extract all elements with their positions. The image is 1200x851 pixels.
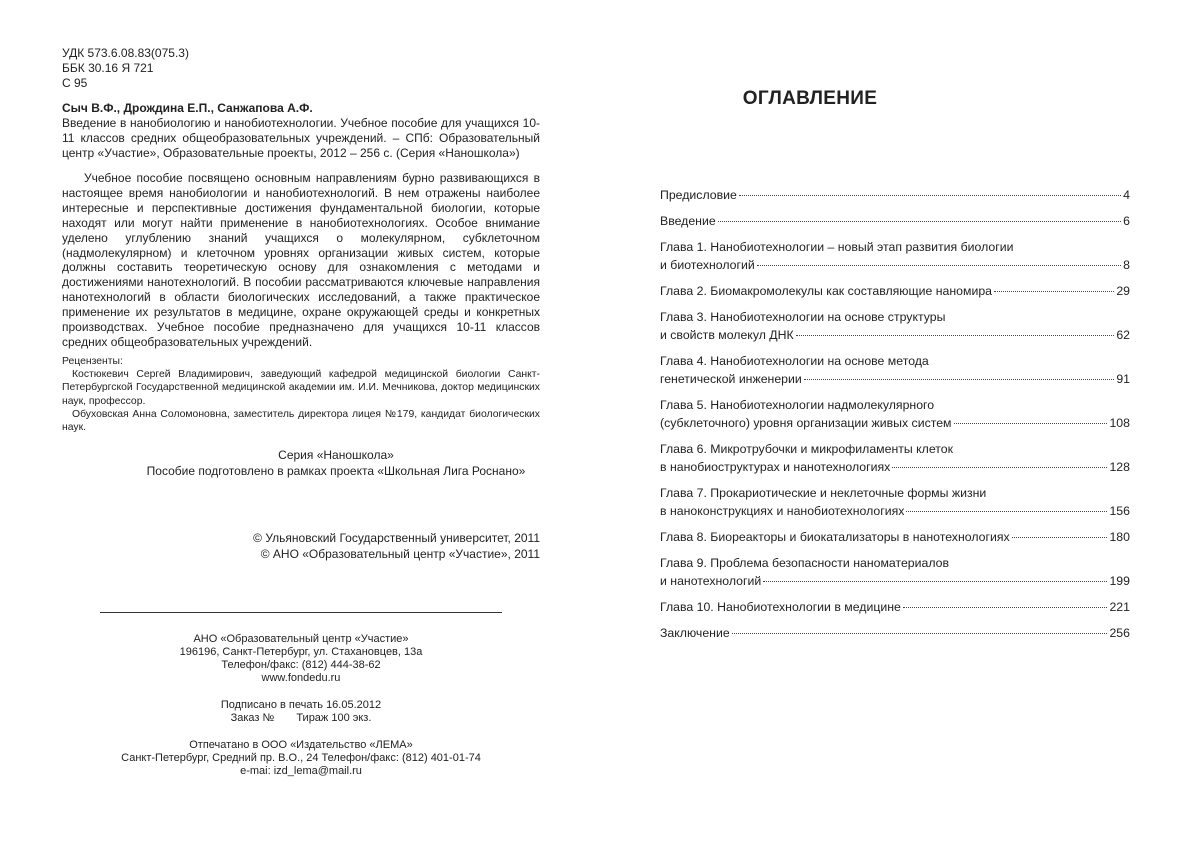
toc-entry-title: генетической инженерии [660,372,802,386]
toc-title: ОГЛАВЛЕНИЕ [742,88,878,109]
toc-entry-title: (субклеточного) уровня организации живых систем [660,416,952,430]
copyright-block [62,530,540,562]
dot-leader [903,606,1108,608]
publisher-phone: Телефон/факс: (812) 444-38-62 [221,659,381,671]
toc-page-number: 62 [1116,328,1130,342]
reviewers-block [62,355,540,434]
reviewer-2: Обуховская Анна Соломоновна, заместитель директора лицея №179, кандидат биологических наук. [62,408,540,434]
toc-entry-title: Предисловие [660,188,737,202]
toc-entry-title: Заключение [660,626,730,640]
toc-entry-title-line: Глава 3. Нанобиотехнологии на основе структуры [660,310,946,324]
table-of-contents [660,186,1130,642]
toc-entry[interactable] [660,624,1130,642]
dot-leader [1012,536,1108,538]
series-name: Серия «Наношкола» [278,448,394,462]
toc-entry-title-line: Глава 7. Прокариотические и неклеточные формы жизни [660,486,987,500]
dot-leader [739,194,1121,196]
toc-entry-title-line: Глава 5. Нанобиотехнологии надмолекулярного [660,398,935,412]
dot-leader [763,580,1107,582]
printer-name: Отпечатано в ООО «Издательство «ЛЕМА» [189,739,413,751]
toc-entry-title: в нанобиоструктурах и нанотехнологиях [660,460,891,474]
project-note: Пособие подготовлено в рамках проекта «Школьная Лига Роснано» [146,464,526,478]
series-info [62,447,540,479]
authors: Сыч В.Ф., Дрождина Е.П., Санжапова А.Ф. [62,101,313,115]
toc-entry[interactable] [660,308,1130,344]
toc-entry-title: Глава 10. Нанобиотехнологии в медицине [660,600,901,614]
reviewer-1: Костюкевич Сергей Владимирович, заведующий кафедрой медицинской биологии Санкт-Петербургской Государственной медицинской академии им. И.И. Мечникова, доктор медицинских наук, профессор. [62,369,540,407]
toc-entry-title: и свойств молекул ДНК [660,328,794,342]
publisher-address: 196196, Санкт-Петербург, ул. Стахановцев, 13а [179,646,423,658]
toc-page-number: 256 [1109,626,1130,640]
dot-leader [906,510,1107,512]
toc-entry-title-line: Глава 6. Микротрубочки и микрофиламенты клеток [660,442,953,456]
print-info [100,699,502,725]
publisher-info [100,633,502,685]
toc-entry[interactable] [660,186,1130,204]
print-run: Тираж 100 экз. [296,712,372,724]
toc-entry-title: и нанотехнологий [660,574,762,588]
toc-page-number: 108 [1109,416,1130,430]
toc-entry[interactable] [660,212,1130,230]
divider [100,612,502,613]
toc-entry[interactable] [660,554,1130,590]
toc-page-number: 29 [1116,284,1130,298]
toc-entry[interactable] [660,598,1130,616]
dot-leader [732,632,1108,634]
toc-entry-title: Глава 8. Биореакторы и биокатализаторы в нанотехнологиях [660,530,1010,544]
toc-entry-title: в наноконструкциях и нанобиотехнологиях [660,504,905,518]
printer-email: e-mai: izd_lema@mail.ru [240,765,362,777]
dot-leader [718,220,1121,222]
signed-date: Подписано в печать 16.05.2012 [220,699,382,711]
publisher-website: www.fondedu.ru [261,672,341,684]
reviewers-title: Рецензенты: [62,356,123,367]
toc-page-number: 6 [1123,214,1130,228]
dot-leader [757,264,1121,266]
dot-leader [804,378,1115,380]
toc-entry[interactable] [660,282,1130,300]
toc-page-number: 91 [1116,372,1130,386]
publisher-name: АНО «Образовательный центр «Участие» [193,633,409,645]
order-label: Заказ № [230,712,275,724]
copyright-line-1: © Ульяновский Государственный университет, 2011 [253,531,540,545]
toc-entry-title: и биотехнологий [660,258,755,272]
imprint [100,633,502,792]
toc-entry[interactable] [660,440,1130,476]
printer-address: Санкт-Петербург, Средний пр. В.О., 24 Телефон/факс: (812) 401-01-74 [121,752,481,764]
printer-info [100,739,502,778]
bbk-code: ББК 30.16 Я 721 [62,61,154,75]
toc-entry-title-line: Глава 1. Нанобиотехнологии – новый этап развития биологии [660,240,1014,254]
order-runs [100,712,502,725]
toc-entry[interactable] [660,528,1130,546]
dot-leader [954,422,1108,424]
toc-page-number: 128 [1109,460,1130,474]
toc-page-number: 4 [1123,188,1130,202]
toc-entry-title-line: Глава 9. Проблема безопасности наноматериалов [660,556,950,570]
toc-entry-title: Введение [660,214,716,228]
toc-entry[interactable] [660,352,1130,388]
dot-leader [994,290,1114,292]
author-mark: С 95 [62,76,88,90]
dot-leader [892,466,1107,468]
toc-entry-title-line: Глава 4. Нанобиотехнологии на основе метода [660,354,929,368]
toc-entry-title: Глава 2. Биомакромолекулы как составляющие наномира [660,284,992,298]
classification-codes [62,46,189,91]
bibliographic-record [62,101,540,161]
toc-page-number: 199 [1109,574,1130,588]
toc-entry[interactable] [660,396,1130,432]
dot-leader [796,334,1115,336]
toc-page-number: 156 [1109,504,1130,518]
toc-entry[interactable] [660,484,1130,520]
toc-page-number: 180 [1109,530,1130,544]
toc-entry[interactable] [660,238,1130,274]
copyright-line-2: © АНО «Образовательный центр «Участие», 2011 [260,547,540,561]
annotation: Учебное пособие посвящено основным направлениям бурно развивающихся в настоящее время нанобиологии и нанобиотехнологий. В нем отражены наиболее интересные и перспективные достижения фундаментальной биологии, которые находят или могут найти применение в нанобиотехнологиях. Особое внимание уделено углублению знаний учащихся о молекулярном, субклеточном (надмолекулярном) и клеточном уровнях организации живых систем, которые должны составить теоретическую основу для ознакомления с методами и достижениями нанотехнологий. В пособии рассматриваются ключевые направления нанотехнологий в области биологических исследований, а также практическое применение их результатов в медицине, охране окружающей среды и конкретных производствах. Учебное пособие предназначено для учащихся 10-11 классов средних общеобразовательных учреждений. [62,171,540,349]
bibliographic-description: Введение в нанобиологию и нанобиотехнологии. Учебное пособие для учащихся 10-11 классов средних общеобразовательных учреждений. – СПб: Образовательный центр «Участие», Образовательные проекты, 2012 – 256 с. (Серия «Наношкола») [62,116,540,160]
toc-page-number: 221 [1109,600,1130,614]
udk-code: УДК 573.6.08.83(075.3) [62,46,189,60]
toc-page-number: 8 [1123,258,1130,272]
